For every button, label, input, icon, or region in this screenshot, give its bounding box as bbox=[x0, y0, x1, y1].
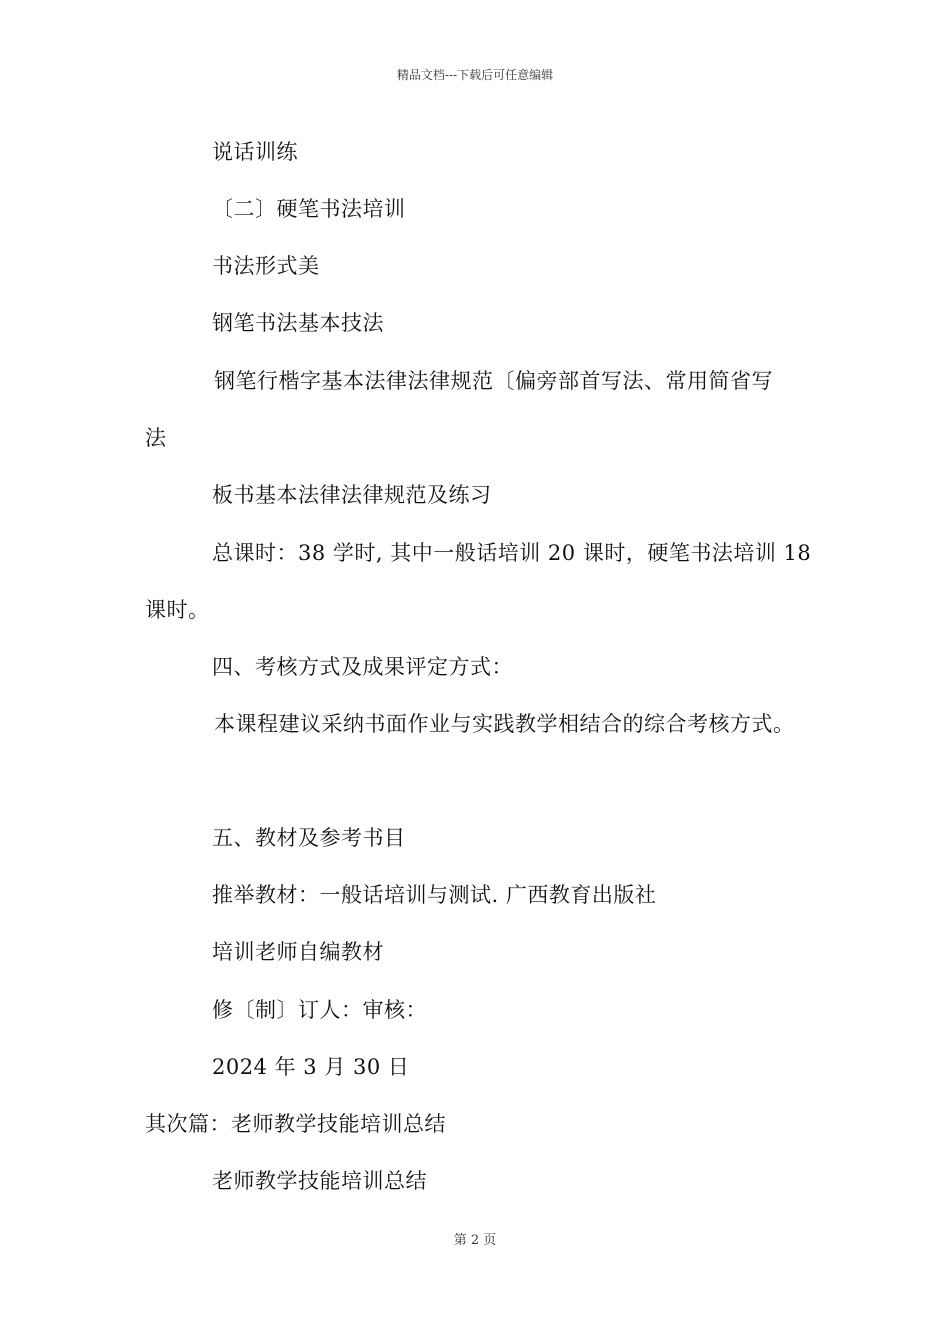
line-training-summary-title: 老师教学技能培训总结 bbox=[212, 1169, 427, 1193]
line-running-script-rules: 钢笔行楷字基本法律法律规范〔偏旁部首写法、常用简省写 bbox=[214, 369, 773, 393]
line-speaking-training: 说话训练 bbox=[212, 140, 298, 164]
line-assessment-method: 本课程建议采纳书面作业与实践教学相结合的综合考核方式。 bbox=[214, 712, 795, 736]
line-total-hours-cont: 课时。 bbox=[145, 598, 210, 622]
page-number: 第 2 页 bbox=[453, 1233, 497, 1248]
line-blackboard-writing: 板书基本法律法律规范及练习 bbox=[212, 483, 492, 507]
section-heading-assessment: 四、考核方式及成果评定方式： bbox=[212, 655, 513, 679]
line-date: 2024 年 3 月 30 日 bbox=[212, 1055, 410, 1079]
line-self-compiled-materials: 培训老师自编教材 bbox=[212, 940, 384, 964]
chapter-title-second: 其次篇：老师教学技能培训总结 bbox=[145, 1112, 446, 1136]
line-pen-calligraphy-technique: 钢笔书法基本技法 bbox=[212, 311, 384, 335]
section-heading-textbooks: 五、教材及参考书目 bbox=[212, 826, 406, 850]
line-hard-pen-calligraphy-heading: 〔二〕硬笔书法培训 bbox=[212, 197, 406, 221]
line-total-hours: 总课时：38 学时, 其中一般话培训 20 课时，硬笔书法培训 18 bbox=[212, 541, 812, 565]
line-revised-by-reviewer: 修〔制〕订人：审核： bbox=[212, 998, 427, 1022]
line-calligraphy-form-beauty: 书法形式美 bbox=[212, 254, 320, 278]
page-header: 精品文档---下载后可任意编辑 bbox=[396, 68, 554, 82]
line-recommended-textbook: 推举教材：一般话培训与测试. 广西教育出版社 bbox=[212, 883, 657, 907]
line-running-script-rules-cont: 法 bbox=[145, 426, 167, 450]
